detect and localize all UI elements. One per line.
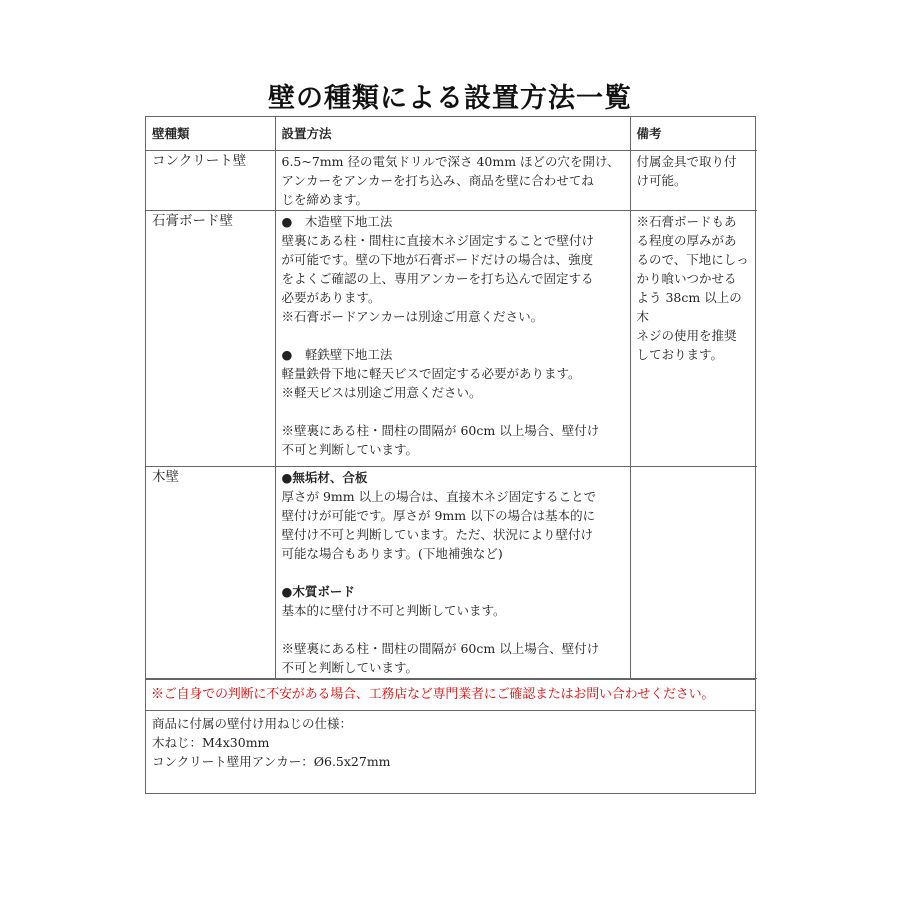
method-text-line: 壁裏にある柱・間柱に直接木ネジ固定することで壁付け	[281, 233, 595, 248]
blank-line	[282, 326, 625, 345]
remarks-text-line: るので、下地にしっ	[636, 252, 749, 267]
remarks-cell	[630, 151, 757, 211]
method-text-line: をよくご確認の上、専用アンカーを打ち込んで固定する	[281, 271, 594, 286]
wall-type-cell: コンクリート壁	[146, 151, 275, 211]
method-text-line: 不可と判断しています。	[281, 660, 419, 675]
method-text-line: 可能な場合もあります。(下地補強など)	[281, 546, 503, 561]
screw-spec-section	[146, 710, 755, 793]
method-text-line: 壁付けが可能です。厚さが 9mm 以下の場合は基本的に	[281, 508, 596, 523]
remarks-text-line: ※石膏ボードもあ	[636, 214, 737, 229]
blank-line	[282, 620, 625, 639]
wall-type-cell: 石膏ボード壁	[146, 211, 275, 467]
remarks-text-line: け可能。	[636, 173, 687, 188]
method-text-line: が可能です。壁の下地が石膏ボードだけの場合は、強度	[281, 252, 594, 267]
wood-screw-spec: 木ねじ：M4x30mm	[152, 735, 270, 750]
method-section-heading: ● 軽鉄壁下地工法	[281, 347, 393, 362]
method-text-line: アンカーをアンカーを打ち込み、商品を壁に合わせてね	[281, 173, 594, 188]
method-text-line: 基本的に壁付け不可と判断しています。	[281, 603, 506, 618]
screw-spec-heading: 商品に付属の壁付け用ねじの仕様：	[152, 716, 353, 731]
header-remarks: 備考	[630, 117, 757, 151]
method-section-heading: ●無垢材、合板	[281, 470, 368, 485]
remarks-cell-empty	[630, 467, 757, 679]
method-text-line: ※壁裏にある柱・間柱の間隔が 60cm 以上場合、壁付け	[281, 423, 600, 438]
method-text-line: じを締めます。	[281, 192, 369, 207]
method-cell	[275, 211, 630, 467]
header-method: 設置方法	[275, 117, 630, 151]
remarks-text-line: かり喰いつかせる	[636, 271, 737, 286]
method-text-line: ※軽天ビスは別途ご用意ください。	[281, 385, 482, 400]
page-title: 壁の種類による設置方法一覧	[268, 83, 632, 114]
remarks-cell	[630, 211, 757, 467]
method-cell	[275, 151, 630, 211]
blank-line	[282, 563, 625, 582]
remarks-text-line: よう 38cm 以上の木	[636, 290, 742, 324]
method-text-line: 不可と判断しています。	[281, 442, 419, 457]
concrete-anchor-spec: コンクリート壁用アンカー：Ø6.5x27mm	[152, 754, 391, 769]
remarks-text-line: しております。	[636, 347, 724, 362]
method-text-line: 必要があります。	[281, 290, 381, 305]
remarks-text-line: ネジの使用を推奨	[636, 328, 737, 343]
method-cell	[275, 467, 630, 679]
blank-line	[282, 402, 625, 421]
remarks-text-line: る程度の厚みがあ	[636, 233, 737, 248]
method-text-line: ※壁裏にある柱・間柱の間隔が 60cm 以上場合、壁付け	[281, 641, 600, 656]
header-wall-type: 壁種類	[146, 117, 275, 151]
table-row-wood	[146, 467, 757, 679]
method-text-line: 厚さが 9mm 以上の場合は、直接木ネジ固定することで	[281, 489, 597, 504]
remarks-text-line: 付属金具で取り付	[636, 154, 737, 169]
table-row-gypsum	[146, 211, 757, 467]
wall-type-cell: 木壁	[146, 467, 275, 679]
method-text-line: 6.5~7mm 径の電気ドリルで深さ 40mm ほどの穴を開け、	[281, 154, 620, 169]
installation-table	[146, 117, 757, 679]
installation-sheet	[145, 116, 756, 794]
method-section-heading: ● 木造壁下地工法	[281, 214, 393, 229]
method-text-line: 壁付け不可と判断しています。ただ、状況により壁付け	[281, 527, 594, 542]
method-text-line: 軽量鉄骨下地に軽天ビスで固定する必要があります。	[281, 366, 581, 381]
method-section-heading: ●木質ボード	[281, 584, 355, 599]
table-row-concrete	[146, 151, 757, 211]
method-text-line: ※石膏ボードアンカーは別途ご用意ください。	[281, 309, 544, 324]
caution-notice: ※ご自身での判断に不安がある場合、工務店など専門業者にご確認またはお問い合わせください。	[146, 679, 755, 710]
table-header-row	[146, 117, 757, 151]
